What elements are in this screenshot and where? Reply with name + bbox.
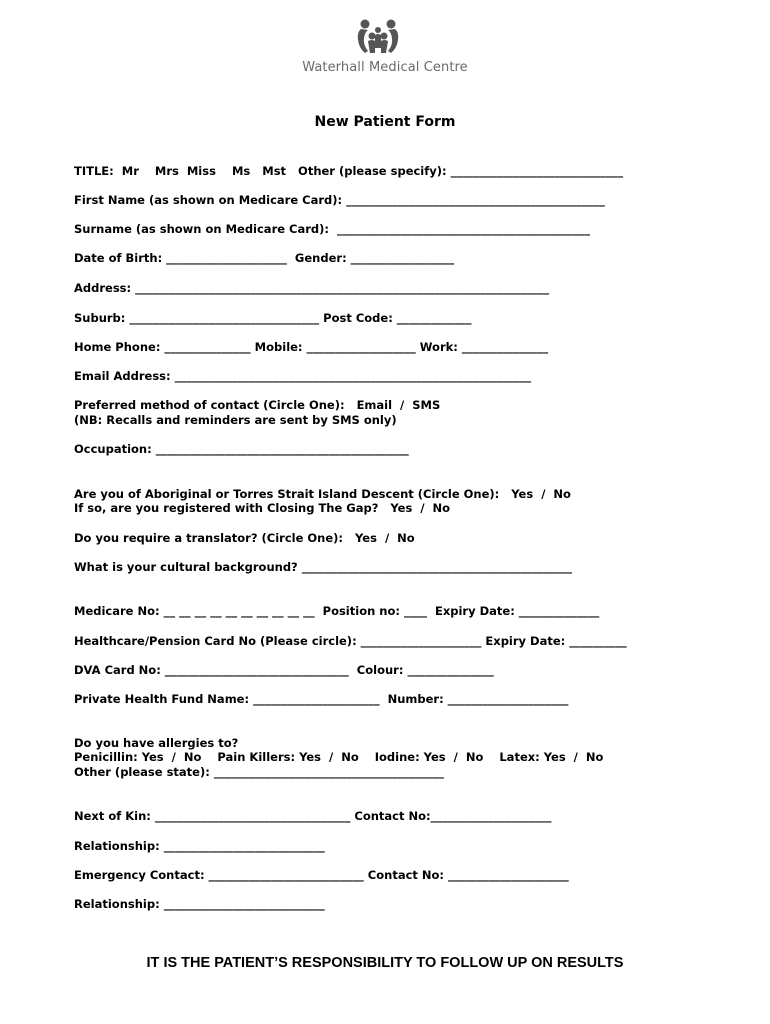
phone-fields[interactable]: Home Phone: _______________ Mobile: ___________________ Work: _______________	[74, 340, 549, 354]
suburb-postcode-field[interactable]: Suburb: _________________________________ Post Code: _____________	[74, 311, 472, 325]
health-fund-field[interactable]: Private Health Fund Name: ______________________ Number: _____________________	[74, 692, 569, 706]
contact-method-note: (NB: Recalls and reminders are sent by SMS only)	[74, 413, 397, 427]
cultural-background-field[interactable]: What is your cultural background? _______________________________________________	[74, 560, 572, 574]
relationship-field[interactable]: Relationship: ____________________________	[74, 839, 325, 853]
title-field[interactable]: TITLE: Mr Mrs Miss Ms Mst Other (please specify): ______________________________	[74, 164, 624, 178]
email-field[interactable]: Email Address: ______________________________________________________________	[74, 369, 532, 383]
address-field[interactable]: Address: ________________________________________________________________________	[74, 281, 550, 295]
emergency-contact-field[interactable]: Emergency Contact: ___________________________ Contact No: _____________________	[74, 868, 569, 882]
family-group-icon	[356, 18, 400, 58]
closing-the-gap-field[interactable]: If so, are you registered with Closing The Gap? Yes / No	[74, 501, 451, 515]
allergies-options[interactable]: Penicillin: Yes / No Pain Killers: Yes / No Iodine: Yes / No Latex: Yes / No	[74, 750, 604, 764]
surname-field[interactable]: Surname (as shown on Medicare Card): ____________________________________________	[74, 222, 591, 236]
medicare-field[interactable]: Medicare No: __ __ __ __ __ __ __ __ __ __ Position no: ____ Expiry Date: ______________	[74, 604, 600, 618]
healthcare-card-field[interactable]: Healthcare/Pension Card No (Please circle): _____________________ Expiry Date: __________	[74, 634, 627, 648]
allergies-other-field[interactable]: Other (please state): ________________________________________	[74, 765, 444, 779]
emergency-relationship-field[interactable]: Relationship: ____________________________	[74, 897, 325, 911]
clinic-name: Waterhall Medical Centre	[302, 60, 468, 75]
translator-field[interactable]: Do you require a translator? (Circle One): Yes / No	[74, 531, 415, 545]
dob-gender-field[interactable]: Date of Birth: _____________________ Gender: __________________	[74, 251, 455, 265]
next-of-kin-field[interactable]: Next of Kin: __________________________________ Contact No:_____________________	[74, 809, 552, 823]
aboriginal-descent-field[interactable]: Are you of Aboriginal or Torres Strait Island Descent (Circle One): Yes / No	[74, 487, 571, 501]
allergies-question: Do you have allergies to?	[74, 736, 239, 750]
responsibility-notice: IT IS THE PATIENT’S RESPONSIBILITY TO FOLLOW UP ON RESULTS	[146, 955, 624, 971]
first-name-field[interactable]: First Name (as shown on Medicare Card): _____________________________________________	[74, 193, 605, 207]
contact-method-field[interactable]: Preferred method of contact (Circle One): Email / SMS	[74, 398, 441, 412]
dva-card-field[interactable]: DVA Card No: ________________________________ Colour: _______________	[74, 663, 494, 677]
form-title: New Patient Form	[314, 114, 456, 130]
occupation-field[interactable]: Occupation: ____________________________________________	[74, 442, 409, 456]
